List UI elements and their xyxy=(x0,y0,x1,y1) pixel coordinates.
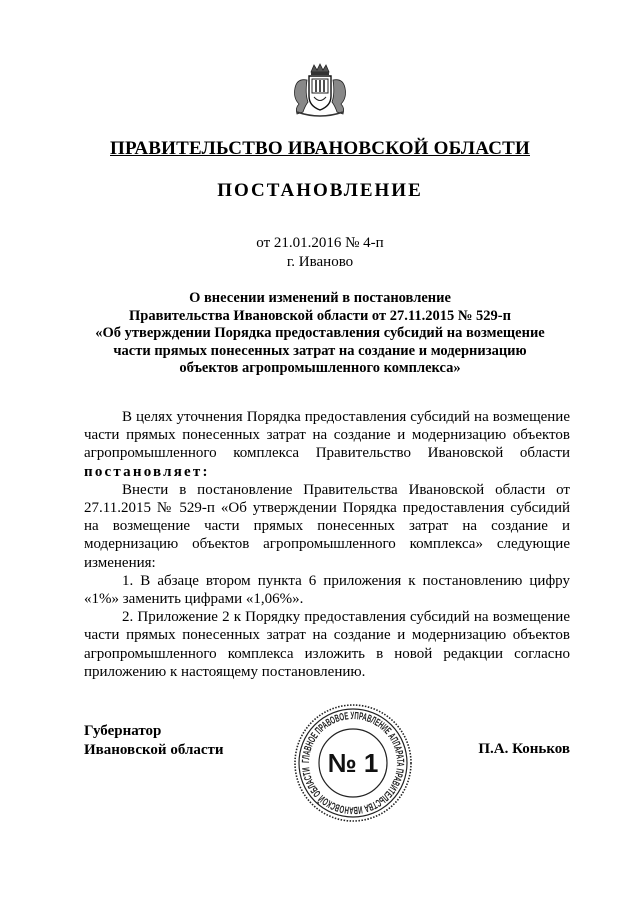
document-subject xyxy=(60,290,580,378)
position-line: Губернатор xyxy=(84,723,162,739)
document-date-number: от 21.01.2016 № 4-п xyxy=(256,235,384,251)
government-title: ПРАВИТЕЛЬСТВО ИВАНОВСКОЙ ОБЛАСТИ xyxy=(110,138,530,159)
subject-line: части прямых понесенных затрат на создание и модернизацию xyxy=(113,342,527,359)
decree-word: постановляет: xyxy=(84,463,210,480)
stamp-number: № 1 xyxy=(327,748,379,778)
paragraph-1: Внести в постановление Правительства Ивановской области от 27.11.2015 № 529-п «Об утверждении Порядка предоставления субсидий на возмещение части прямых понесенных затрат на создание и модернизацию объектов агропромышленного комплекса» следующие изменения: xyxy=(84,481,570,571)
item-1: 1. В абзаце втором пункта 6 приложения к постановлению цифру «1%» заменить цифрами «1,06%». xyxy=(84,572,570,608)
document-city: г. Иваново xyxy=(286,254,354,270)
position-line: Ивановской области xyxy=(84,742,224,758)
signatory-name: П.А. Коньков xyxy=(478,741,570,757)
coat-of-arms-icon xyxy=(287,62,353,122)
intro-text: В целях уточнения Порядка предоставления субсидий на возмещение части прямых понесенных затрат на создание и модернизацию объектов агропромышленного комплекса Правительство Ивановской области xyxy=(84,409,570,462)
document-body xyxy=(84,408,570,681)
stamp-ring-text: ГЛАВНОЕ ПРАВОВОЕ УПРАВЛЕНИЕ АППАРАТА ПРАВИТЕЛЬСТВА ИВАНОВСКОЙ ОБЛАСТИ xyxy=(299,709,407,817)
legal-department-stamp xyxy=(290,700,416,826)
subject-line: «Об утверждении Порядка предоставления субсидий на возмещение xyxy=(95,325,545,341)
intro-paragraph xyxy=(84,408,570,481)
item-2: 2. Приложение 2 к Порядку предоставления субсидий на возмещение части прямых понесенных затрат на создание и модернизацию объектов агропромышленного комплекса изложить в новой редакции согласно приложению к настоящему постановлению. xyxy=(84,609,570,680)
subject-line: объектов агропромышленного комплекса» xyxy=(179,360,461,376)
signatory-position xyxy=(84,722,224,760)
subject-line: О внесении изменений в постановление xyxy=(189,290,451,306)
document-type: ПОСТАНОВЛЕНИЕ xyxy=(217,180,423,201)
subject-line: Правительства Ивановской области от 27.11.2015 № 529-п xyxy=(129,307,511,324)
